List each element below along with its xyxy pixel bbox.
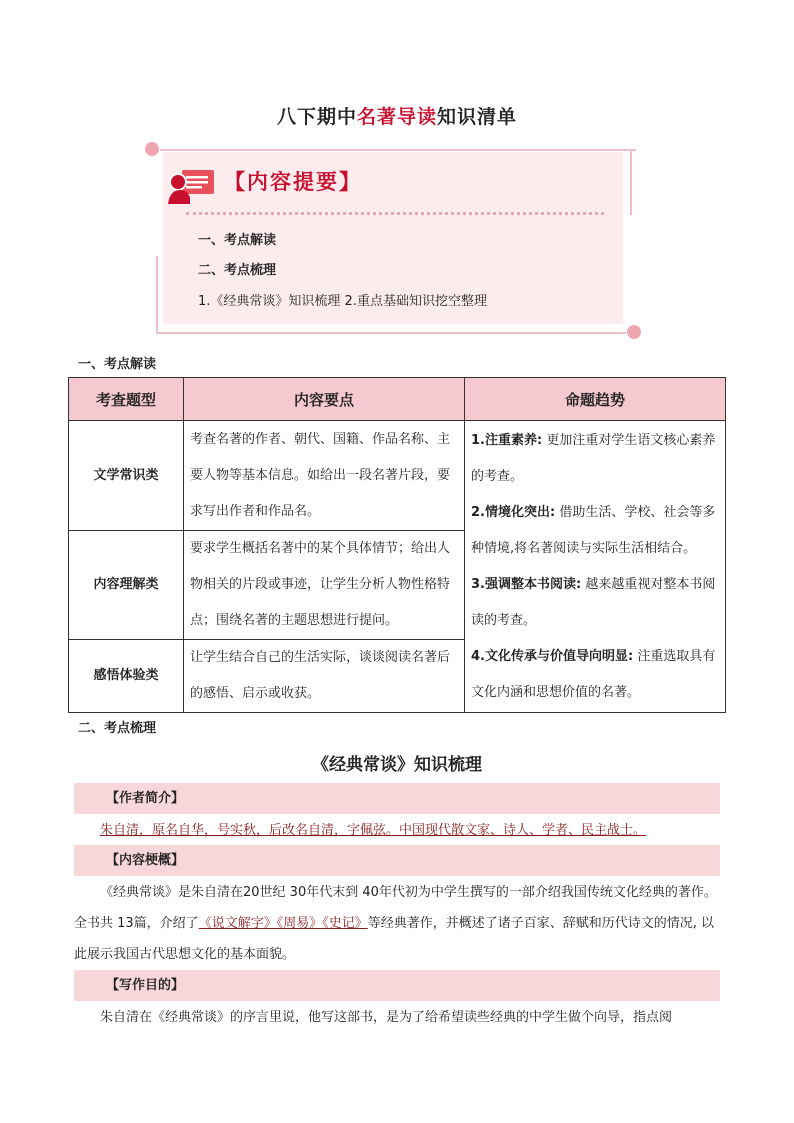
table-cell-category: 文学常识类 xyxy=(69,421,184,531)
table-header: 考查题型 xyxy=(69,378,184,421)
trend-item: 2.情境化突出: 借助生活、学校、社会等多种情境,将名著阅读与实际生活相结合。 xyxy=(471,504,716,556)
decor-line xyxy=(156,332,626,334)
trend-item: 3.强调整本书阅读: 越来越重视对整本书阅读的考查。 xyxy=(471,576,716,628)
decor-dot xyxy=(145,142,159,156)
section-heading: 二、考点梳理 xyxy=(78,721,157,736)
trend-item: 4.文化传承与价值导向明显: 注重选取具有文化内涵和思想价值的名著。 xyxy=(471,648,716,700)
summary-heading: 【内容提要】 xyxy=(224,170,362,194)
table-cell-content: 让学生结合自己的生活实际，谈谈阅读名著后的感悟、启示或收获。 xyxy=(184,640,465,713)
decor-dot xyxy=(627,325,641,339)
decor-line xyxy=(160,149,636,151)
content-paragraph: 《经典常谈》是朱自清在20世纪 30年代末到 40年代初为中学生撰写的一部介绍我国传统文化经典的著作。全书共 13篇，介绍了《说文解字》《周易》《史记》等经典著作，并概述了诸子百家、辞赋和历代诗文的情况, 以此展示我国古代思想文化的基本面貌。 xyxy=(74,885,717,962)
section-heading: 一、考点解读 xyxy=(78,357,157,372)
subtitle: 《经典常谈》知识梳理 xyxy=(312,755,482,775)
table-header: 内容要点 xyxy=(184,378,465,421)
decor-line xyxy=(630,149,632,215)
summary-divider xyxy=(186,212,604,215)
table-cell-category: 感悟体验类 xyxy=(69,640,184,713)
section-bar-purpose: 【写作目的】 xyxy=(74,970,720,1001)
purpose-paragraph: 朱自清在《经典常谈》的序言里说，他写这部书，是为了给希望读些经典的中学生做个向导，指点阅 xyxy=(100,1010,673,1025)
summary-item: 一、考点解读 xyxy=(198,233,277,248)
table-cell-trends xyxy=(465,421,726,713)
table-cell-category: 内容理解类 xyxy=(69,531,184,640)
exam-points-table xyxy=(68,377,726,713)
table-header: 命题趋势 xyxy=(465,378,726,421)
summary-item: 二、考点梳理 xyxy=(198,263,277,278)
page-title: 八下期中名著导读知识清单 xyxy=(276,106,518,128)
section-bar-author: 【作者简介】 xyxy=(74,783,720,814)
author-paragraph: 朱自清，原名自华，号实秋，后改名自清，字佩弦。中国现代散文家、诗人、学者、民主战士。 xyxy=(100,823,647,838)
table-cell-content: 要求学生概括名著中的某个具体情节；给出人物相关的片段或事迹，让学生分析人物性格特点；围绕名著的主题思想进行提问。 xyxy=(184,531,465,640)
table-cell-content: 考查名著的作者、朝代、国籍、作品名称、主要人物等基本信息。如给出一段名著片段，要求写出作者和作品名。 xyxy=(184,421,465,531)
decor-line xyxy=(156,256,158,334)
presenter-icon xyxy=(168,168,216,204)
summary-item: 1.《经典常谈》知识梳理 2.重点基础知识挖空整理 xyxy=(198,294,487,309)
trend-item: 1.注重素养: 更加注重对学生语文核心素养的考查。 xyxy=(471,432,716,484)
section-bar-content: 【内容梗概】 xyxy=(74,845,720,876)
